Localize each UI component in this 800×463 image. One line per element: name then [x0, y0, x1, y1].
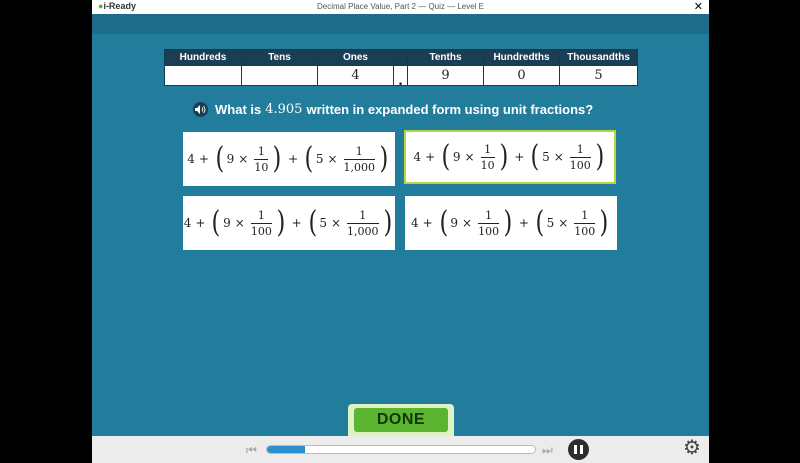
fraction-denominator: 1,000: [347, 224, 379, 238]
times-sign: ×: [464, 150, 475, 164]
second-coefficient: 5: [542, 150, 550, 164]
answer-choice-3[interactable]: [183, 196, 395, 250]
fraction-numerator: 1: [576, 142, 584, 156]
second-coefficient: 5: [319, 216, 327, 230]
fraction-numerator: 1: [581, 208, 589, 222]
left-paren: (: [211, 205, 221, 240]
lesson-stage: [92, 14, 709, 436]
tenths-coefficient: 9: [226, 152, 235, 166]
place-value-table: [164, 49, 638, 89]
second-coefficient: 5: [546, 216, 555, 230]
times-sign: ×: [553, 150, 564, 164]
header-tenths: Tenths: [408, 50, 484, 66]
plus-sign: +: [422, 216, 433, 230]
unit-fraction: [254, 145, 268, 174]
question-prefix: What is: [215, 102, 262, 117]
right-paren: ): [383, 205, 392, 240]
plus-sign: +: [198, 152, 209, 166]
plus-sign: +: [291, 216, 302, 230]
decimal-point: .: [398, 72, 403, 89]
question-suffix: written in expanded form using unit fractions?: [306, 102, 594, 117]
whole-part: 4: [413, 150, 422, 164]
expanded-form-expression: [410, 205, 611, 240]
left-paren: (: [308, 205, 317, 240]
right-paren: ): [379, 141, 389, 176]
decimal-point-cell: [394, 66, 408, 89]
header-hundredths: Hundredths: [484, 50, 560, 66]
expanded-form-expression: [187, 141, 391, 176]
place-value-digit-row: [165, 66, 638, 86]
fraction-denominator: 100: [574, 224, 596, 238]
fraction-denominator: 100: [569, 158, 591, 172]
header-decimal-gap: [394, 50, 408, 66]
pause-icon[interactable]: [568, 439, 589, 460]
unit-fraction: [478, 209, 499, 238]
plus-sign: +: [425, 150, 436, 164]
plus-sign: +: [518, 216, 529, 230]
header-thousandths: Thousandths: [560, 50, 638, 66]
fraction-numerator: 1: [257, 208, 265, 222]
digit-tenths: 9: [408, 66, 484, 86]
unit-fraction: [251, 209, 272, 238]
tenths-coefficient: 9: [452, 150, 461, 164]
fraction-denominator: 10: [480, 158, 495, 172]
second-coefficient: 5: [315, 152, 324, 166]
player-controls: [92, 436, 709, 463]
tenths-coefficient: 9: [223, 216, 231, 230]
left-paren: (: [215, 141, 225, 176]
speaker-icon[interactable]: [193, 102, 208, 117]
digit-ones: 4: [318, 66, 394, 86]
right-paren: ): [599, 205, 609, 240]
window-title: Decimal Place Value, Part 2 — Quiz — Level E: [316, 2, 485, 11]
left-paren: (: [441, 139, 451, 174]
fraction-denominator: 100: [478, 224, 500, 238]
plus-sign: +: [195, 216, 206, 230]
times-sign: ×: [462, 216, 473, 230]
question-number: 4.905: [265, 102, 303, 117]
whole-part: 4: [410, 216, 419, 230]
expanded-form-expression: [183, 205, 395, 240]
right-paren: ): [595, 139, 605, 174]
logo-text: i-Ready: [103, 1, 136, 11]
gear-icon[interactable]: ⚙: [683, 437, 701, 459]
right-paren: ): [503, 205, 513, 240]
unit-fraction: [347, 209, 379, 238]
fraction-numerator: 1: [485, 208, 493, 222]
times-sign: ×: [558, 216, 569, 230]
fraction-numerator: 1: [359, 208, 367, 222]
done-button[interactable]: DONE: [354, 408, 448, 432]
fraction-numerator: 1: [355, 144, 363, 158]
fraction-denominator: 100: [250, 224, 272, 238]
left-paren: (: [304, 141, 314, 176]
unit-fraction: [570, 143, 591, 172]
question-prompt: [193, 102, 593, 117]
header-tens: Tens: [242, 50, 318, 66]
unit-fraction: [344, 145, 376, 174]
progress-bar[interactable]: [266, 445, 536, 454]
answer-choice-2[interactable]: [404, 130, 616, 184]
header-hundreds: Hundreds: [165, 50, 242, 66]
left-paren: (: [439, 205, 448, 240]
times-sign: ×: [234, 216, 245, 230]
place-value-header-row: [165, 50, 638, 66]
left-paren: (: [535, 205, 545, 240]
done-tab: [348, 404, 454, 436]
answer-choice-4[interactable]: [405, 196, 617, 250]
whole-part: 4: [187, 152, 195, 166]
logo-dot: ●: [98, 1, 104, 11]
unit-fraction: [574, 209, 595, 238]
fraction-denominator: 1,000: [343, 160, 376, 174]
times-sign: ×: [330, 216, 342, 230]
header-ones: Ones: [318, 50, 394, 66]
plus-sign: +: [514, 150, 525, 164]
digit-hundreds: [165, 66, 242, 86]
plus-sign: +: [288, 152, 299, 166]
close-icon[interactable]: ✕: [693, 1, 703, 13]
fraction-denominator: 10: [254, 160, 269, 174]
digit-hundredths: 0: [484, 66, 560, 86]
fraction-numerator: 1: [257, 144, 265, 158]
skip-back-icon[interactable]: ⏮: [246, 443, 257, 457]
times-sign: ×: [327, 152, 338, 166]
times-sign: ×: [238, 152, 249, 166]
unit-fraction: [481, 143, 495, 172]
tenths-coefficient: 9: [450, 216, 459, 230]
progress-fill: [267, 446, 305, 453]
left-paren: (: [530, 139, 540, 174]
digit-thousandths: 5: [560, 66, 638, 86]
right-paren: ): [272, 141, 282, 176]
whole-part: 4: [183, 216, 192, 230]
fraction-numerator: 1: [484, 142, 492, 156]
answer-choice-1[interactable]: [183, 132, 395, 186]
right-paren: ): [499, 139, 508, 174]
right-paren: ): [276, 205, 286, 240]
expanded-form-expression: [413, 139, 606, 174]
title-bar: [92, 0, 709, 14]
skip-forward-icon[interactable]: ⏭: [542, 443, 553, 457]
digit-tens: [242, 66, 318, 86]
stage-top-band: [92, 14, 709, 34]
